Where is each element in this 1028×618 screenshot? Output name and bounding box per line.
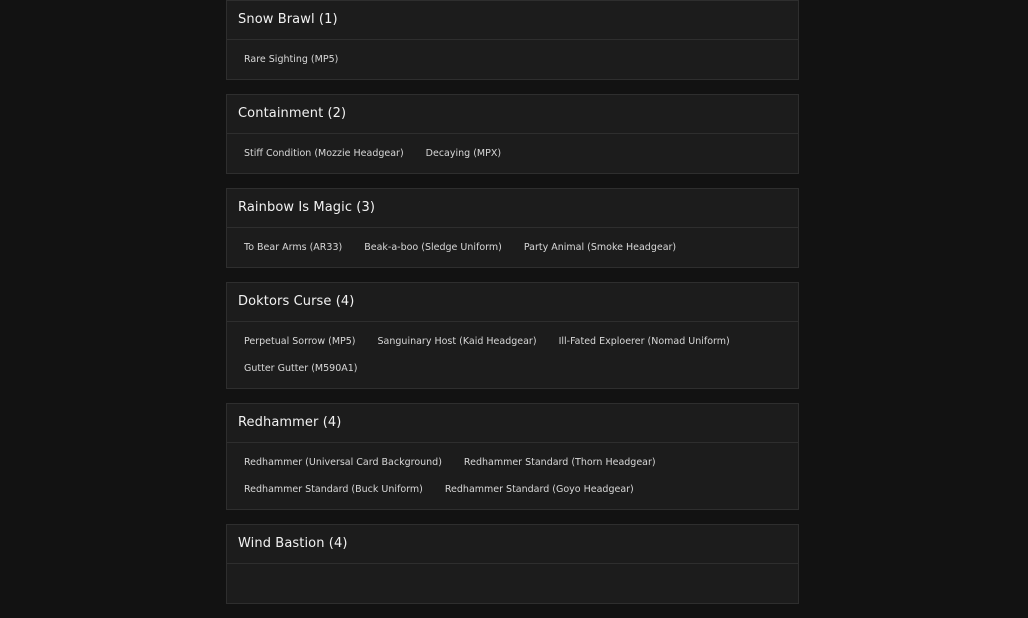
collection-item[interactable]: To Bear Arms (AR33) (244, 242, 343, 253)
collection-card-wind-bastion (226, 524, 799, 604)
collection-title: Snow Brawl (1) (227, 1, 798, 40)
collection-item[interactable]: Redhammer Standard (Goyo Headgear) (444, 484, 634, 495)
collection-item[interactable]: Beak-a-boo (Sledge Uniform) (364, 242, 502, 253)
collection-item[interactable]: Redhammer Standard (Buck Uniform) (244, 484, 423, 495)
collection-item[interactable]: Decaying (MPX) (425, 148, 502, 159)
collection-items (227, 322, 798, 388)
collection-title: Containment (2) (227, 95, 798, 134)
collection-card-snow-brawl (226, 0, 799, 80)
collection-items (227, 228, 798, 267)
collection-card-rainbow-is-magic (226, 188, 799, 268)
collection-item[interactable]: Sanguinary Host (Kaid Headgear) (377, 336, 537, 347)
collection-item[interactable]: Gutter Gutter (M590A1) (244, 363, 358, 374)
collection-item[interactable]: Redhammer (Universal Card Background) (244, 457, 442, 468)
collection-item[interactable]: Perpetual Sorrow (MP5) (244, 336, 356, 347)
collection-item[interactable]: Rare Sighting (MP5) (244, 54, 339, 65)
collection-card-doktors-curse (226, 282, 799, 389)
collection-card-redhammer (226, 403, 799, 510)
collection-title: Doktors Curse (4) (227, 283, 798, 322)
collections-list (226, 0, 799, 618)
collection-items (227, 564, 798, 603)
collection-item[interactable]: Party Animal (Smoke Headgear) (523, 242, 677, 253)
collection-items (227, 134, 798, 173)
collection-title: Redhammer (4) (227, 404, 798, 443)
collection-items (227, 443, 798, 509)
collection-items (227, 40, 798, 79)
collection-item[interactable]: Redhammer Standard (Thorn Headgear) (463, 457, 656, 468)
collection-item[interactable]: Ill-Fated Exploerer (Nomad Uniform) (558, 336, 730, 347)
collection-card-containment (226, 94, 799, 174)
collection-title: Wind Bastion (4) (227, 525, 798, 564)
collection-title: Rainbow Is Magic (3) (227, 189, 798, 228)
collection-item[interactable]: Stiff Condition (Mozzie Headgear) (244, 148, 404, 159)
